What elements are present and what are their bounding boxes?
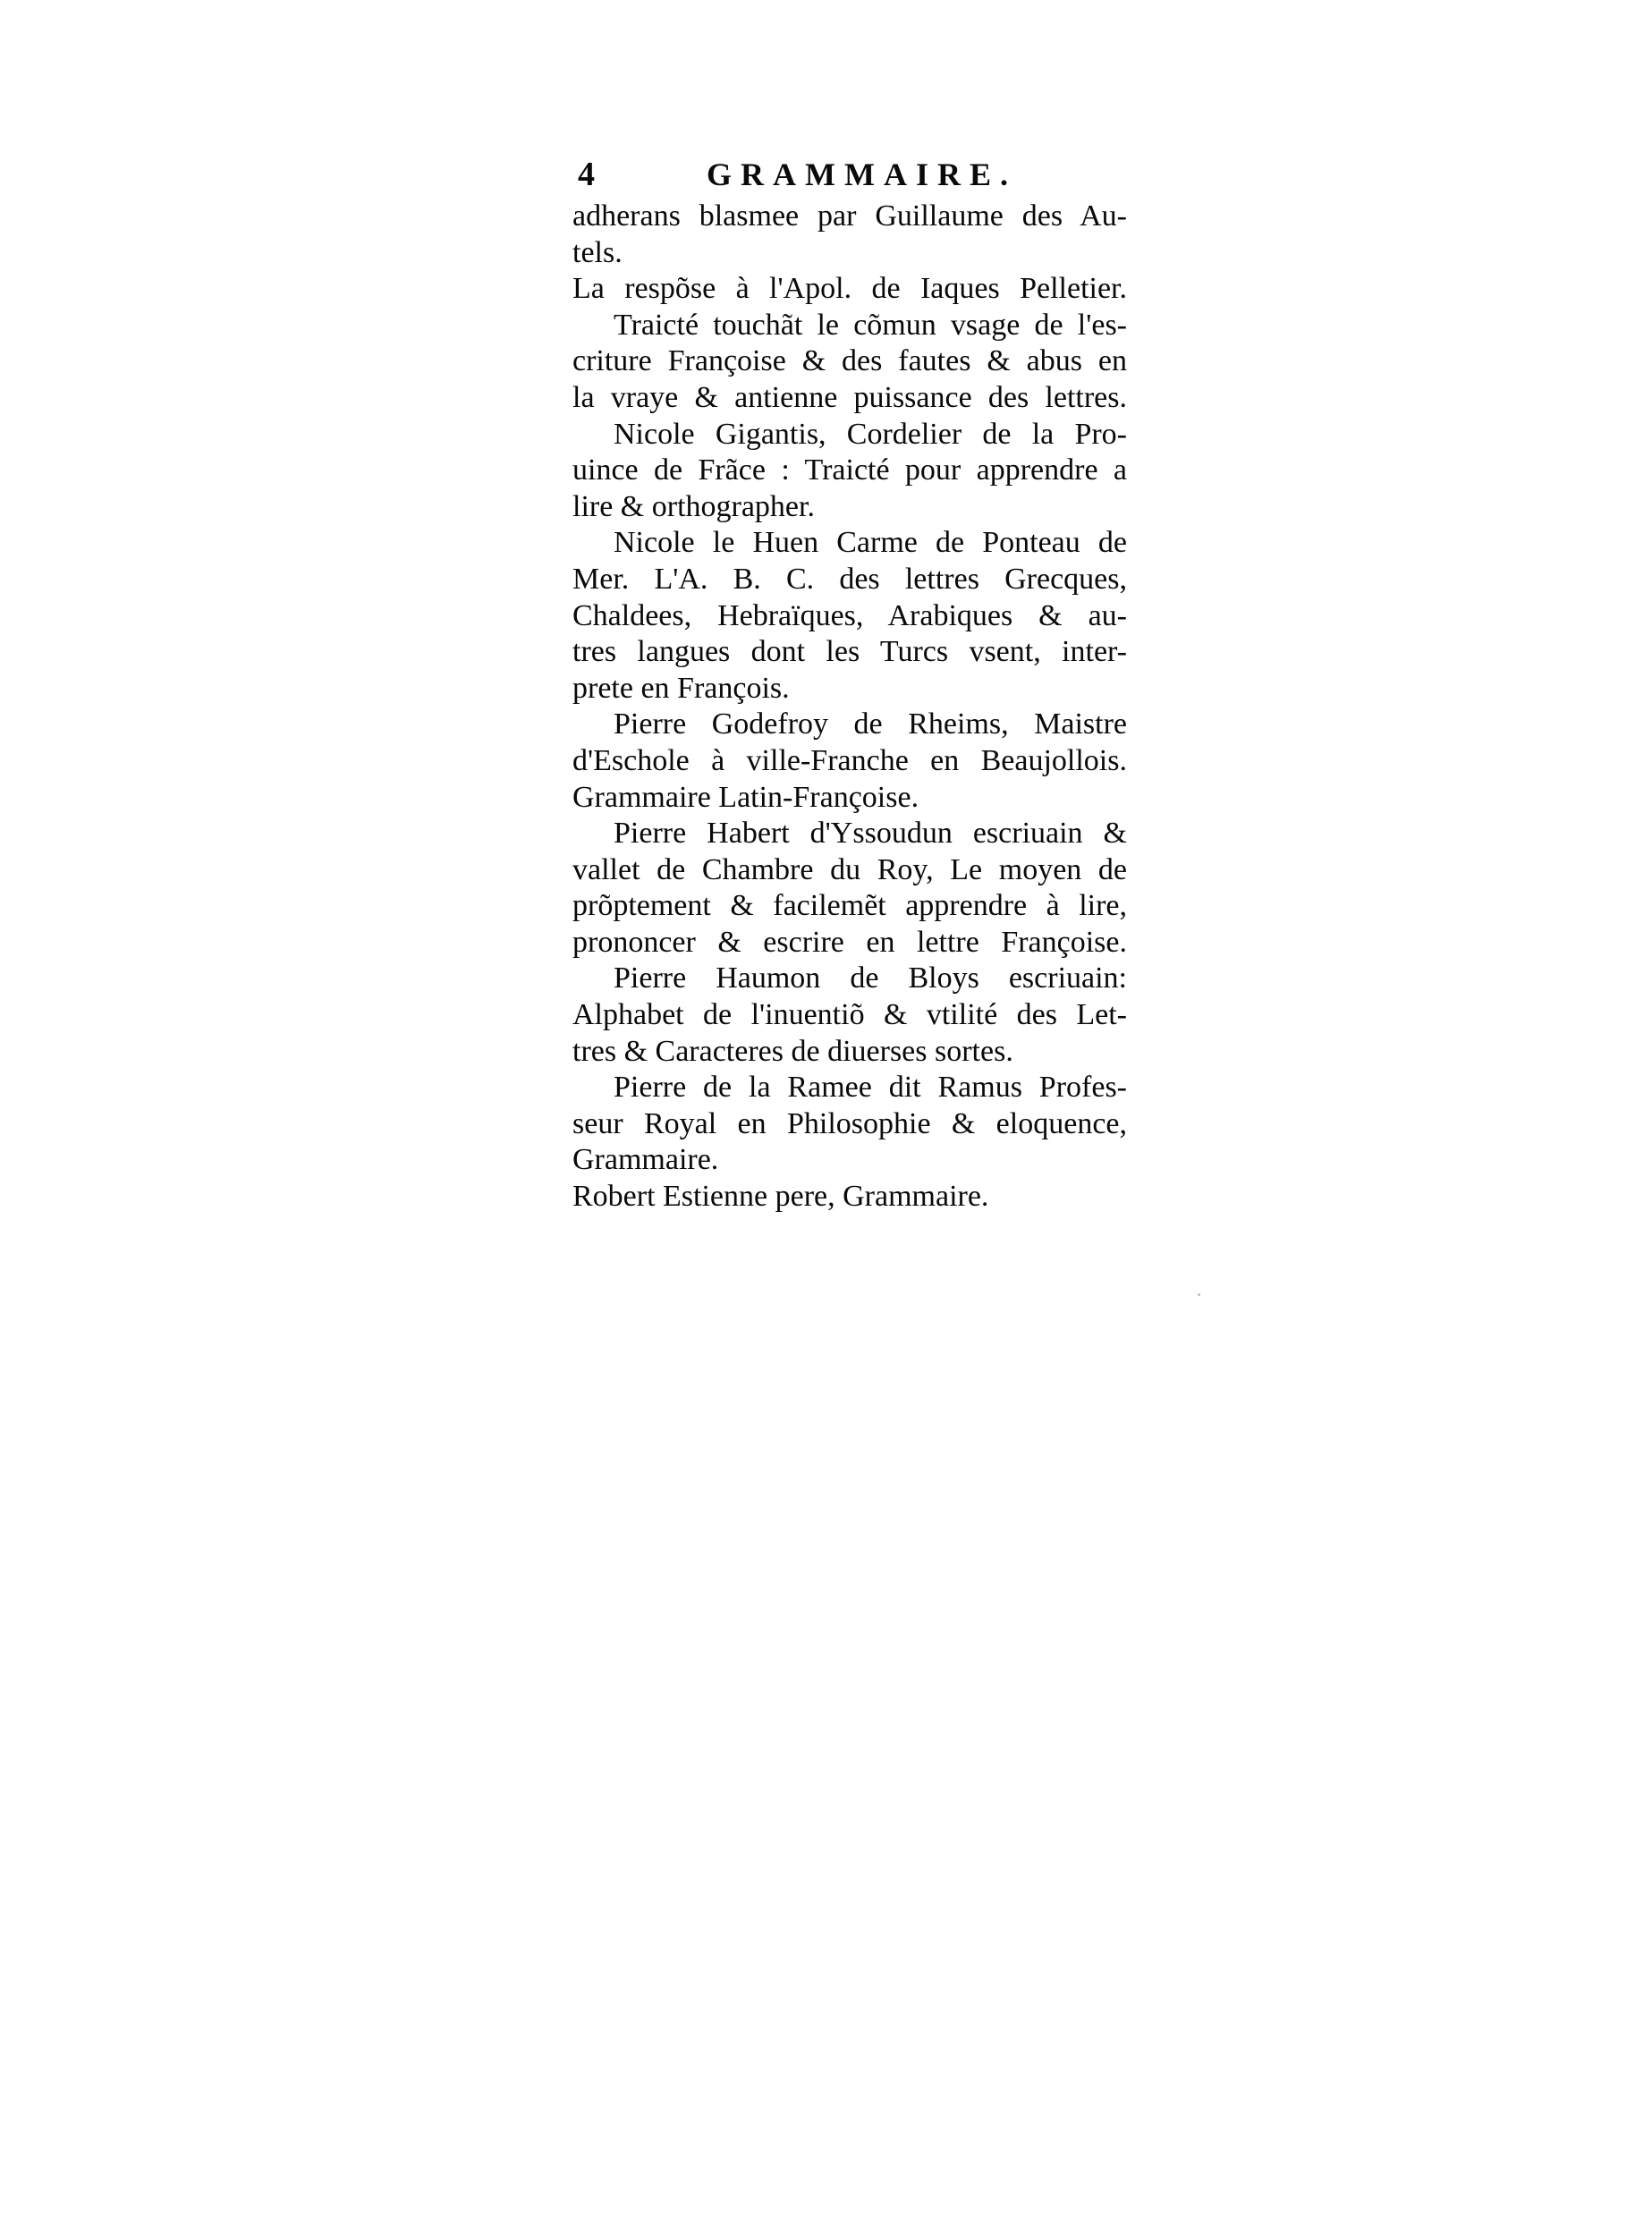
text-line: prononcer & escrire en lettre Françoise.: [572, 925, 1127, 959]
text-line: seur Royal en Philosophie & eloquence,: [572, 1106, 1127, 1140]
text-lines: [572, 199, 1127, 1215]
text-line: Grammaire Latin-Françoise.: [572, 780, 919, 814]
text-line: la vraye & antienne puissance des lettres.: [572, 380, 1127, 414]
text-line: vallet de Chambre du Roy, Le moyen de: [572, 852, 1127, 886]
text-line: tres langues dont les Turcs vsent, inter-: [572, 635, 1127, 669]
text-line: Alphabet de l'inuentiõ & vtilité des Let-: [572, 998, 1127, 1032]
text-line: Nicole le Huen Carme de Ponteau de: [614, 526, 1127, 560]
paper-speck: [1198, 1293, 1200, 1296]
text-line: lire & orthographer.: [572, 489, 815, 523]
text-line: Traicté touchãt le cõmun vsage de l'es-: [614, 308, 1127, 342]
text-line: Mer. L'A. B. C. des lettres Grecques,: [572, 562, 1127, 596]
text-line: prõptement & facilemẽt apprendre à lire,: [572, 889, 1127, 923]
text-line: La respõse à l'Apol. de Iaques Pelletier.: [572, 272, 1127, 306]
text-line: tels.: [572, 235, 623, 269]
text-line: Chaldees, Hebraïques, Arabiques & au-: [572, 598, 1127, 632]
text-line: Nicole Gigantis, Cordelier de la Pro-: [614, 417, 1127, 451]
text-block: [572, 152, 1127, 1215]
page-number: 4: [578, 156, 595, 193]
text-line: d'Eschole à ville-Franche en Beaujollois.: [572, 743, 1127, 777]
text-line: Grammaire.: [572, 1143, 719, 1177]
text-line: Robert Estienne pere, Grammaire.: [572, 1180, 989, 1214]
text-line: Pierre Haumon de Bloys escriuain:: [614, 961, 1127, 995]
text-line: prete en François.: [572, 671, 790, 705]
running-head: [572, 152, 1127, 197]
text-line: Pierre Godefroy de Rheims, Maistre: [614, 707, 1127, 741]
text-line: uince de Frãce : Traicté pour apprendre a: [572, 453, 1127, 487]
text-line: tres & Caracteres de diuerses sortes.: [572, 1034, 1013, 1068]
text-line: adherans blasmee par Guillaume des Au-: [572, 199, 1127, 233]
text-line: criture Françoise & des fautes & abus en: [572, 344, 1127, 378]
running-title: GRAMMAIRE.: [707, 157, 1017, 192]
text-line: Pierre de la Ramee dit Ramus Profes-: [614, 1071, 1127, 1105]
text-line: Pierre Habert d'Yssoudun escriuain &: [614, 817, 1127, 851]
